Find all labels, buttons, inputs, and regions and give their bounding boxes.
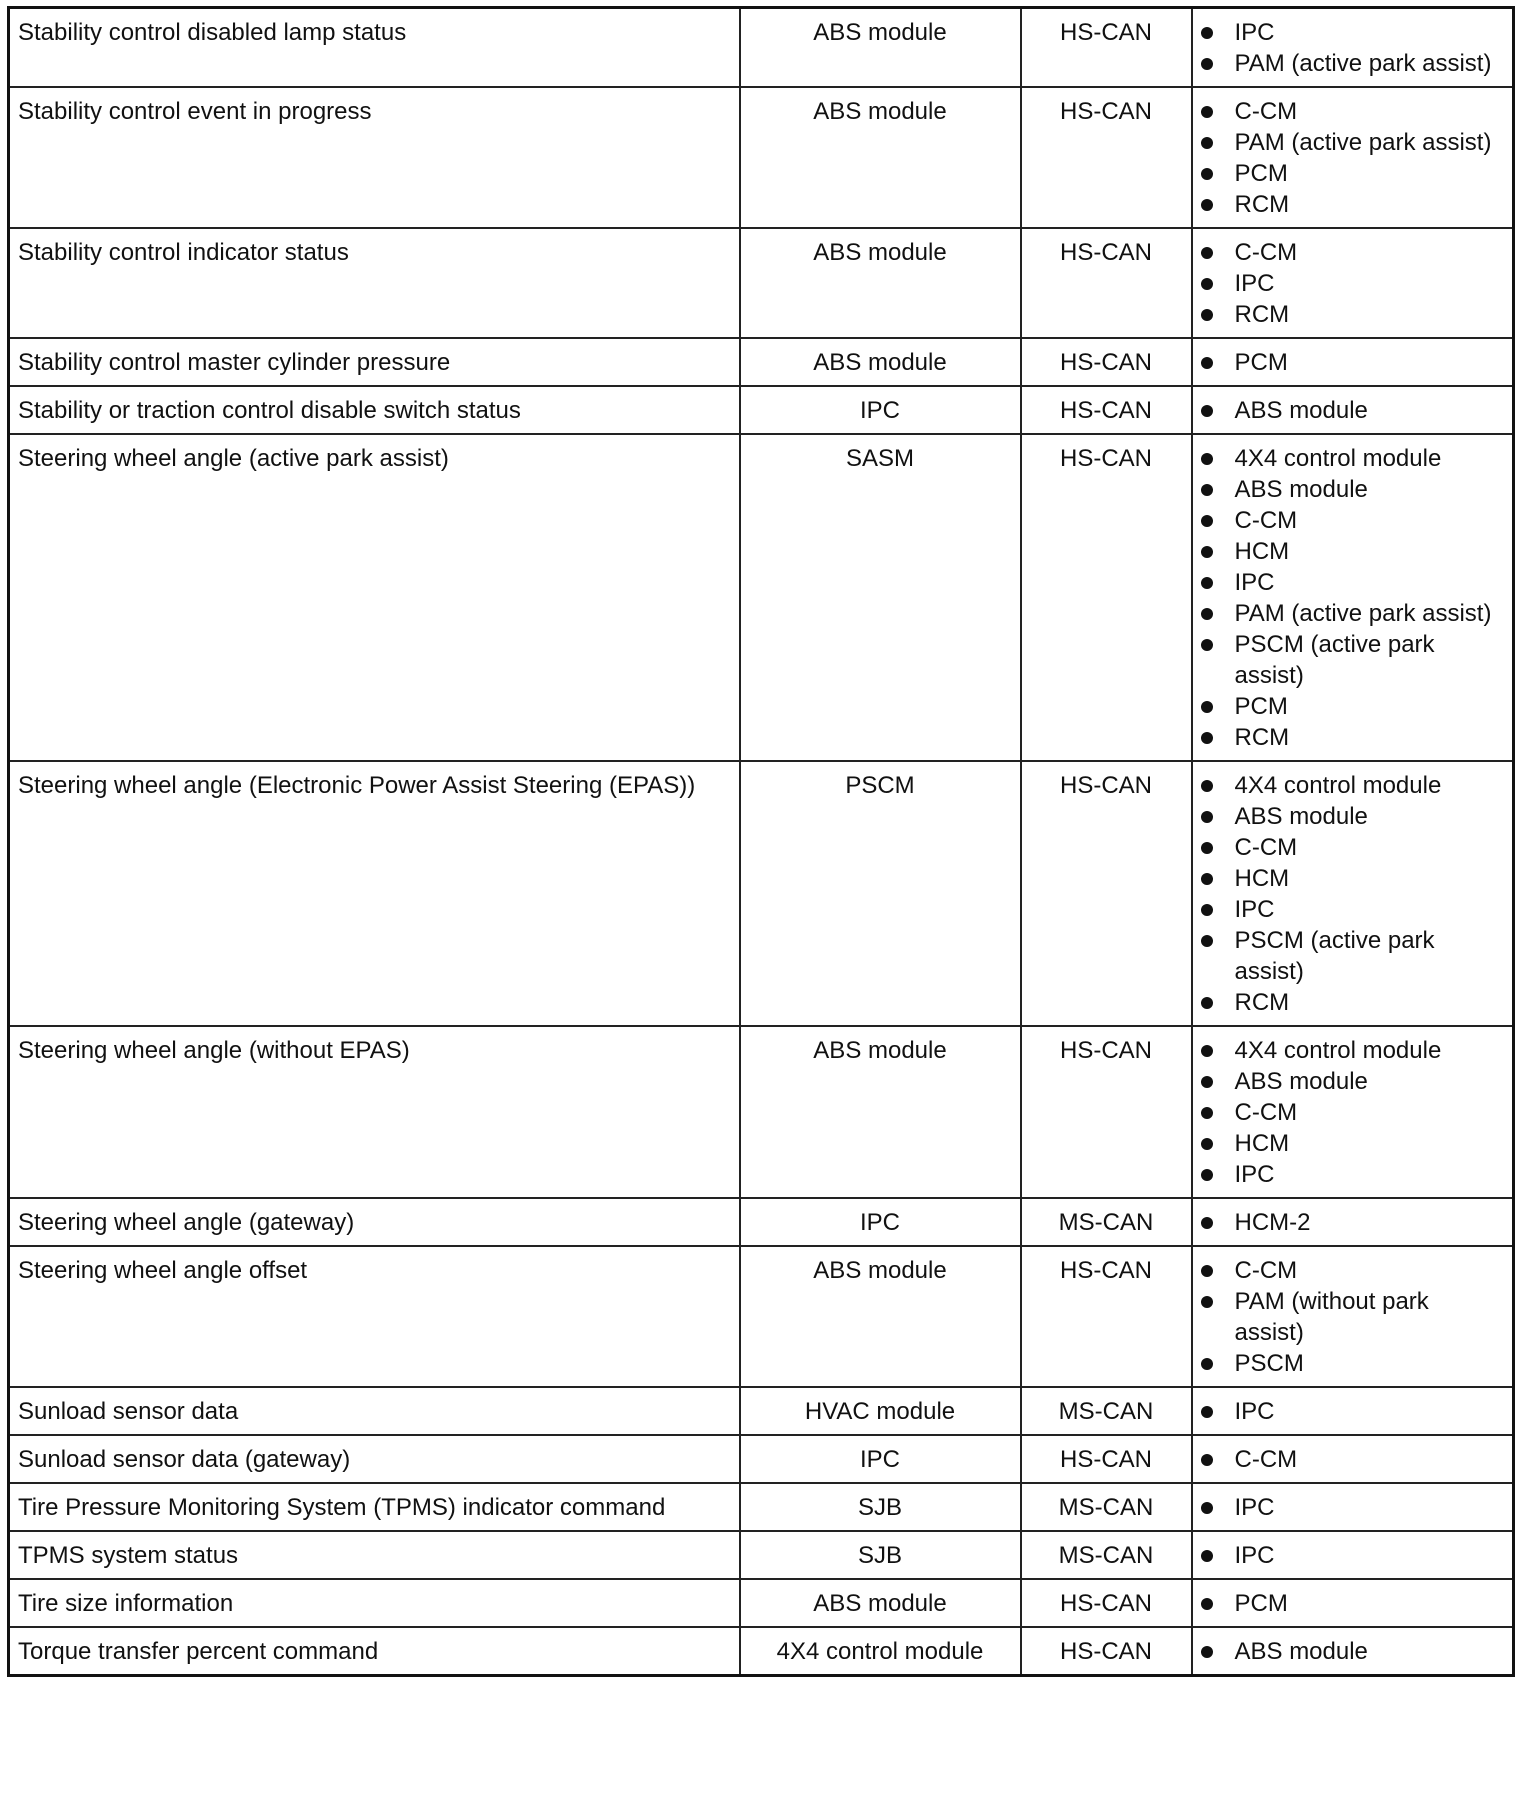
bullet-icon [1201, 1265, 1213, 1277]
message-cell: Steering wheel angle (without EPAS) [9, 1026, 740, 1198]
receiver-list [1201, 1540, 1505, 1571]
message-cell: Tire Pressure Monitoring System (TPMS) indicator command [9, 1483, 740, 1531]
network-cell: HS-CAN [1021, 87, 1192, 228]
receiver-list [1201, 1444, 1505, 1475]
bullet-icon [1201, 137, 1213, 149]
bullet-icon [1201, 168, 1213, 180]
table-row [9, 228, 1514, 338]
table-row [9, 87, 1514, 228]
bullet-icon [1201, 1646, 1213, 1658]
source-module-cell: SASM [740, 434, 1021, 761]
receiver-label: RCM [1234, 724, 1290, 751]
source-module-cell: 4X4 control module [740, 1627, 1021, 1676]
source-module-cell: SJB [740, 1483, 1021, 1531]
table-row [9, 1246, 1514, 1387]
receiver-label: IPC [1234, 270, 1275, 297]
source-module-cell: ABS module [740, 1246, 1021, 1387]
receiver-list [1201, 1035, 1505, 1190]
source-module-cell: PSCM [740, 761, 1021, 1026]
bullet-icon [1201, 1217, 1213, 1229]
receiver-item [1201, 48, 1505, 79]
receiver-item [1201, 1128, 1505, 1159]
message-cell: Steering wheel angle (Electronic Power Assist Steering (EPAS)) [9, 761, 740, 1026]
message-cell: Stability control master cylinder pressure [9, 338, 740, 386]
receiver-item [1201, 925, 1505, 987]
receiver-label: ABS module [1234, 1638, 1368, 1665]
message-cell: Torque transfer percent command [9, 1627, 740, 1676]
receiver-label: PAM (active park assist) [1234, 50, 1492, 77]
bullet-icon [1201, 1296, 1213, 1308]
bullet-icon [1201, 1598, 1213, 1610]
message-cell: Tire size information [9, 1579, 740, 1627]
bullet-icon [1201, 106, 1213, 118]
receiver-item [1201, 1588, 1505, 1619]
receiver-item [1201, 347, 1505, 378]
message-cell: Steering wheel angle (active park assist) [9, 434, 740, 761]
receiver-item [1201, 1035, 1505, 1066]
receiver-label: HCM-2 [1234, 1209, 1311, 1236]
table-row [9, 1435, 1514, 1483]
receiver-item [1201, 691, 1505, 722]
network-cell: HS-CAN [1021, 1026, 1192, 1198]
receiver-item [1201, 987, 1505, 1018]
receiver-item [1201, 268, 1505, 299]
receiver-list [1201, 237, 1505, 330]
receiver-item [1201, 299, 1505, 330]
receiver-list [1201, 1492, 1505, 1523]
receiver-item [1201, 17, 1505, 48]
bullet-icon [1201, 515, 1213, 527]
receiver-item [1201, 96, 1505, 127]
bullet-icon [1201, 608, 1213, 620]
receivers-cell [1192, 1387, 1514, 1435]
receiver-item [1201, 722, 1505, 753]
receiver-label: IPC [1234, 1494, 1275, 1521]
receiver-label: 4X4 control module [1234, 1037, 1442, 1064]
bullet-icon [1201, 1550, 1213, 1562]
receiver-item [1201, 443, 1505, 474]
bullet-icon [1201, 639, 1213, 651]
bullet-icon [1201, 453, 1213, 465]
bullet-icon [1201, 1169, 1213, 1181]
bullet-icon [1201, 546, 1213, 558]
network-cell: HS-CAN [1021, 1627, 1192, 1676]
receiver-list [1201, 770, 1505, 1018]
message-cell: Stability control indicator status [9, 228, 740, 338]
receiver-list [1201, 443, 1505, 753]
source-module-cell: ABS module [740, 228, 1021, 338]
bullet-icon [1201, 811, 1213, 823]
receiver-label: C-CM [1234, 834, 1298, 861]
receiver-item [1201, 1636, 1505, 1667]
receiver-label: PSCM (active park assist) [1234, 927, 1435, 985]
bullet-icon [1201, 357, 1213, 369]
table-row [9, 1387, 1514, 1435]
receiver-label: IPC [1234, 569, 1275, 596]
receiver-label: ABS module [1234, 803, 1368, 830]
receiver-item [1201, 1540, 1505, 1571]
bullet-icon [1201, 58, 1213, 70]
receiver-label: IPC [1234, 19, 1275, 46]
bullet-icon [1201, 904, 1213, 916]
receiver-label: PCM [1234, 349, 1288, 376]
network-cell: HS-CAN [1021, 1579, 1192, 1627]
bullet-icon [1201, 1454, 1213, 1466]
receiver-list [1201, 347, 1505, 378]
receiver-label: PCM [1234, 1590, 1288, 1617]
receivers-cell [1192, 1483, 1514, 1531]
receiver-item [1201, 1396, 1505, 1427]
receiver-item [1201, 474, 1505, 505]
table-body [9, 8, 1514, 1676]
receiver-label: C-CM [1234, 1257, 1298, 1284]
receivers-cell [1192, 1435, 1514, 1483]
receiver-item [1201, 536, 1505, 567]
bullet-icon [1201, 1045, 1213, 1057]
receiver-label: PAM (active park assist) [1234, 129, 1492, 156]
receiver-item [1201, 127, 1505, 158]
network-cell: MS-CAN [1021, 1483, 1192, 1531]
receiver-label: PSCM (active park assist) [1234, 631, 1435, 689]
bullet-icon [1201, 1406, 1213, 1418]
bullet-icon [1201, 247, 1213, 259]
receiver-item [1201, 1255, 1505, 1286]
network-cell: HS-CAN [1021, 338, 1192, 386]
network-cell: MS-CAN [1021, 1198, 1192, 1246]
network-cell: MS-CAN [1021, 1387, 1192, 1435]
receiver-item [1201, 598, 1505, 629]
receiver-item [1201, 1286, 1505, 1348]
receiver-label: IPC [1234, 1161, 1275, 1188]
receiver-item [1201, 158, 1505, 189]
receiver-list [1201, 1255, 1505, 1379]
table-row [9, 386, 1514, 434]
bullet-icon [1201, 935, 1213, 947]
receiver-list [1201, 395, 1505, 426]
receiver-label: 4X4 control module [1234, 772, 1442, 799]
network-cell: HS-CAN [1021, 1246, 1192, 1387]
receiver-list [1201, 1396, 1505, 1427]
receiver-item [1201, 894, 1505, 925]
receiver-list [1201, 96, 1505, 220]
receiver-item [1201, 505, 1505, 536]
receiver-list [1201, 1636, 1505, 1667]
receivers-cell [1192, 1246, 1514, 1387]
message-cell: Sunload sensor data [9, 1387, 740, 1435]
source-module-cell: ABS module [740, 87, 1021, 228]
receiver-label: 4X4 control module [1234, 445, 1442, 472]
bullet-icon [1201, 780, 1213, 792]
bullet-icon [1201, 1358, 1213, 1370]
source-module-cell: ABS module [740, 1026, 1021, 1198]
bullet-icon [1201, 309, 1213, 321]
message-cell: Steering wheel angle offset [9, 1246, 740, 1387]
receivers-cell [1192, 1579, 1514, 1627]
receiver-item [1201, 770, 1505, 801]
bullet-icon [1201, 484, 1213, 496]
receiver-item [1201, 395, 1505, 426]
receiver-item [1201, 1097, 1505, 1128]
receiver-label: HCM [1234, 1130, 1290, 1157]
table-row [9, 761, 1514, 1026]
message-cell: Stability or traction control disable switch status [9, 386, 740, 434]
receiver-label: IPC [1234, 1398, 1275, 1425]
receivers-cell [1192, 1627, 1514, 1676]
source-module-cell: IPC [740, 386, 1021, 434]
bullet-icon [1201, 27, 1213, 39]
receivers-cell [1192, 8, 1514, 88]
receiver-item [1201, 1066, 1505, 1097]
receiver-list [1201, 17, 1505, 79]
receiver-label: PAM (active park assist) [1234, 600, 1492, 627]
bullet-icon [1201, 701, 1213, 713]
bullet-icon [1201, 873, 1213, 885]
receiver-label: PAM (without park assist) [1234, 1288, 1429, 1346]
receiver-item [1201, 1348, 1505, 1379]
bullet-icon [1201, 1107, 1213, 1119]
receiver-label: HCM [1234, 865, 1290, 892]
bullet-icon [1201, 1138, 1213, 1150]
receiver-label: C-CM [1234, 1099, 1298, 1126]
network-cell: HS-CAN [1021, 228, 1192, 338]
receiver-label: C-CM [1234, 1446, 1298, 1473]
table-row [9, 338, 1514, 386]
receiver-list [1201, 1588, 1505, 1619]
source-module-cell: ABS module [740, 1579, 1021, 1627]
receiver-item [1201, 1492, 1505, 1523]
message-cell: Steering wheel angle (gateway) [9, 1198, 740, 1246]
receivers-cell [1192, 1026, 1514, 1198]
receiver-label: PSCM [1234, 1350, 1304, 1377]
table-row [9, 1579, 1514, 1627]
network-cell: HS-CAN [1021, 434, 1192, 761]
receiver-list [1201, 1207, 1505, 1238]
receiver-item [1201, 832, 1505, 863]
table-row [9, 1483, 1514, 1531]
table-row [9, 1026, 1514, 1198]
receiver-label: ABS module [1234, 397, 1368, 424]
receivers-cell [1192, 338, 1514, 386]
receiver-label: RCM [1234, 301, 1290, 328]
source-module-cell: IPC [740, 1435, 1021, 1483]
network-cell: HS-CAN [1021, 1435, 1192, 1483]
message-cell: Sunload sensor data (gateway) [9, 1435, 740, 1483]
network-cell: HS-CAN [1021, 761, 1192, 1026]
network-cell: HS-CAN [1021, 386, 1192, 434]
receiver-label: C-CM [1234, 507, 1298, 534]
receiver-label: PCM [1234, 693, 1288, 720]
table-row [9, 434, 1514, 761]
bullet-icon [1201, 199, 1213, 211]
network-cell: HS-CAN [1021, 8, 1192, 88]
message-cell: TPMS system status [9, 1531, 740, 1579]
table-row [9, 1198, 1514, 1246]
bullet-icon [1201, 1502, 1213, 1514]
receivers-cell [1192, 1198, 1514, 1246]
bullet-icon [1201, 842, 1213, 854]
message-cell: Stability control disabled lamp status [9, 8, 740, 88]
receiver-label: ABS module [1234, 1068, 1368, 1095]
receiver-item [1201, 1159, 1505, 1190]
receiver-label: IPC [1234, 896, 1275, 923]
table-row [9, 1531, 1514, 1579]
receiver-item [1201, 1444, 1505, 1475]
receivers-cell [1192, 1531, 1514, 1579]
source-module-cell: ABS module [740, 338, 1021, 386]
bullet-icon [1201, 405, 1213, 417]
receivers-cell [1192, 228, 1514, 338]
bullet-icon [1201, 732, 1213, 744]
source-module-cell: SJB [740, 1531, 1021, 1579]
source-module-cell: ABS module [740, 8, 1021, 88]
receiver-label: ABS module [1234, 476, 1368, 503]
source-module-cell: HVAC module [740, 1387, 1021, 1435]
receiver-label: C-CM [1234, 98, 1298, 125]
bullet-icon [1201, 997, 1213, 1009]
receiver-item [1201, 1207, 1505, 1238]
table-row [9, 1627, 1514, 1676]
network-cell: MS-CAN [1021, 1531, 1192, 1579]
receiver-label: IPC [1234, 1542, 1275, 1569]
receiver-label: C-CM [1234, 239, 1298, 266]
receiver-label: RCM [1234, 989, 1290, 1016]
receiver-label: RCM [1234, 191, 1290, 218]
source-module-cell: IPC [740, 1198, 1021, 1246]
bullet-icon [1201, 278, 1213, 290]
receivers-cell [1192, 386, 1514, 434]
receiver-item [1201, 863, 1505, 894]
receiver-label: HCM [1234, 538, 1290, 565]
receiver-item [1201, 189, 1505, 220]
bullet-icon [1201, 1076, 1213, 1088]
receiver-item [1201, 801, 1505, 832]
receiver-item [1201, 629, 1505, 691]
receiver-item [1201, 567, 1505, 598]
receivers-cell [1192, 761, 1514, 1026]
bullet-icon [1201, 577, 1213, 589]
receiver-label: PCM [1234, 160, 1288, 187]
receiver-item [1201, 237, 1505, 268]
message-cell: Stability control event in progress [9, 87, 740, 228]
receivers-cell [1192, 434, 1514, 761]
network-message-table [7, 6, 1515, 1677]
table-row [9, 8, 1514, 88]
receivers-cell [1192, 87, 1514, 228]
